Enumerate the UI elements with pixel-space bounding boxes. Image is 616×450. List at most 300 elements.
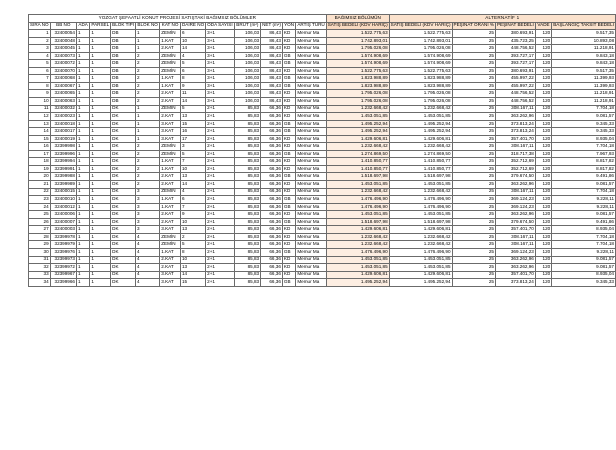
- cell-net[interactable]: 86,43: [261, 60, 283, 68]
- cell-satis_bedeli_alt[interactable]: 1.232.668,42: [389, 241, 452, 249]
- cell-baslangic_taksit[interactable]: 8.935,04: [552, 135, 616, 143]
- cell-artis[interactable]: Memur Ma: [296, 37, 326, 45]
- cell-bbno[interactable]: 32399991: [50, 165, 76, 173]
- cell-blokno[interactable]: 2: [136, 181, 160, 189]
- cell-vade[interactable]: 120: [535, 256, 551, 264]
- cell-katno[interactable]: 1.KAT: [160, 196, 181, 204]
- cell-vade[interactable]: 120: [535, 233, 551, 241]
- cell-baslangic_taksit[interactable]: 9.517,35: [552, 30, 616, 38]
- cell-odasayisi[interactable]: 2+1: [206, 218, 234, 226]
- cell-daireno[interactable]: 8: [180, 248, 205, 256]
- cell-pesinat_bedeli[interactable]: 455.997,22: [495, 75, 535, 83]
- cell-ada[interactable]: 1: [76, 196, 89, 204]
- table-row[interactable]: [29, 158, 616, 166]
- cell-parsel[interactable]: 1: [90, 30, 111, 38]
- cell-odasayisi[interactable]: 2+1: [206, 279, 234, 287]
- cell-pesinat_bedeli[interactable]: 308.167,11: [495, 233, 535, 241]
- cell-parsel[interactable]: 1: [90, 90, 111, 98]
- cell-baslangic_taksit[interactable]: 9.228,11: [552, 203, 616, 211]
- cell-baslangic_taksit[interactable]: 9.843,18: [552, 60, 616, 68]
- cell-ada[interactable]: 1: [76, 173, 89, 181]
- cell-ada[interactable]: 1: [76, 271, 89, 279]
- cell-katno[interactable]: 1.KAT: [160, 165, 181, 173]
- cell-artis[interactable]: Memur Ma: [296, 173, 326, 181]
- cell-bloktipi[interactable]: DB: [111, 90, 136, 98]
- cell-baslangic_taksit[interactable]: 7.704,18: [552, 233, 616, 241]
- cell-pesinat_bedeli[interactable]: 369.124,23: [495, 203, 535, 211]
- cell-satis_bedeli_bb[interactable]: 1.518.697,98: [326, 218, 389, 226]
- cell-net[interactable]: 66,36: [261, 203, 283, 211]
- cell-brut[interactable]: 85,83: [234, 135, 260, 143]
- cell-satis_bedeli_alt[interactable]: 1.522.775,63: [389, 30, 452, 38]
- cell-pesinat_orani[interactable]: 25: [452, 158, 495, 166]
- cell-katno[interactable]: 3.KAT: [160, 135, 181, 143]
- cell-baslangic_taksit[interactable]: 9.517,35: [552, 67, 616, 75]
- cell-pesinat_orani[interactable]: 25: [452, 271, 495, 279]
- cell-pesinat_bedeli[interactable]: 380.693,91: [495, 67, 535, 75]
- cell-odasayisi[interactable]: 2+1: [206, 248, 234, 256]
- cell-baslangic_taksit[interactable]: 9.491,86: [552, 218, 616, 226]
- cell-artis[interactable]: Memur Ma: [296, 241, 326, 249]
- cell-ada[interactable]: 1: [76, 279, 89, 287]
- cell-odasayisi[interactable]: 2+1: [206, 226, 234, 234]
- cell-artis[interactable]: Memur Ma: [296, 211, 326, 219]
- cell-odasayisi[interactable]: 3+1: [206, 98, 234, 106]
- cell-bloktipi[interactable]: DK: [111, 181, 136, 189]
- cell-parsel[interactable]: 1: [90, 113, 111, 121]
- cell-bbno[interactable]: 32399998: [50, 143, 76, 151]
- cell-brut[interactable]: 106,03: [234, 52, 260, 60]
- cell-satis_bedeli_bb[interactable]: 1.495.252,94: [326, 120, 389, 128]
- cell-bloktipi[interactable]: DK: [111, 241, 136, 249]
- cell-vade[interactable]: 120: [535, 37, 551, 45]
- cell-yon[interactable]: GB: [282, 196, 295, 204]
- cell-pesinat_bedeli[interactable]: 393.727,17: [495, 52, 535, 60]
- cell-odasayisi[interactable]: 2+1: [206, 233, 234, 241]
- cell-blokno[interactable]: 1: [136, 120, 160, 128]
- cell-vade[interactable]: 120: [535, 173, 551, 181]
- cell-satis_bedeli_alt[interactable]: 1.518.697,98: [389, 218, 452, 226]
- cell-yon[interactable]: KD: [282, 67, 295, 75]
- cell-pesinat_orani[interactable]: 25: [452, 226, 495, 234]
- cell-parsel[interactable]: 1: [90, 196, 111, 204]
- table-row[interactable]: [29, 143, 616, 151]
- cell-parsel[interactable]: 1: [90, 105, 111, 113]
- cell-artis[interactable]: Memur Ma: [296, 60, 326, 68]
- cell-parsel[interactable]: 1: [90, 150, 111, 158]
- cell-bbno[interactable]: 32400073: [50, 52, 76, 60]
- cell-yon[interactable]: KD: [282, 271, 295, 279]
- cell-bbno[interactable]: 32399994: [50, 158, 76, 166]
- table-row[interactable]: [29, 82, 616, 90]
- cell-sira[interactable]: 33: [29, 271, 51, 279]
- cell-blokno[interactable]: 1: [136, 30, 160, 38]
- cell-daireno[interactable]: 5: [180, 241, 205, 249]
- cell-pesinat_orani[interactable]: 25: [452, 218, 495, 226]
- cell-net[interactable]: 66,36: [261, 143, 283, 151]
- cell-yon[interactable]: KD: [282, 158, 295, 166]
- cell-katno[interactable]: ZEMİN: [160, 105, 181, 113]
- cell-satis_bedeli_bb[interactable]: 1.795.026,08: [326, 90, 389, 98]
- cell-yon[interactable]: KD: [282, 264, 295, 272]
- cell-odasayisi[interactable]: 2+1: [206, 150, 234, 158]
- cell-pesinat_bedeli[interactable]: 373.813,24: [495, 279, 535, 287]
- cell-yon[interactable]: GB: [282, 120, 295, 128]
- cell-sira[interactable]: 34: [29, 279, 51, 287]
- cell-net[interactable]: 66,36: [261, 211, 283, 219]
- cell-pesinat_bedeli[interactable]: 448.756,52: [495, 45, 535, 53]
- cell-katno[interactable]: ZEMİN: [160, 67, 181, 75]
- cell-brut[interactable]: 85,83: [234, 271, 260, 279]
- cell-odasayisi[interactable]: 2+1: [206, 271, 234, 279]
- cell-baslangic_taksit[interactable]: 11.218,91: [552, 45, 616, 53]
- cell-parsel[interactable]: 1: [90, 203, 111, 211]
- cell-odasayisi[interactable]: 2+1: [206, 120, 234, 128]
- cell-artis[interactable]: Memur Ma: [296, 165, 326, 173]
- cell-sira[interactable]: 26: [29, 218, 51, 226]
- cell-parsel[interactable]: 1: [90, 135, 111, 143]
- table-row[interactable]: [29, 113, 616, 121]
- cell-vade[interactable]: 120: [535, 271, 551, 279]
- cell-brut[interactable]: 85,83: [234, 196, 260, 204]
- cell-satis_bedeli_bb[interactable]: 1.232.668,42: [326, 105, 389, 113]
- cell-artis[interactable]: Memur Ma: [296, 90, 326, 98]
- table-row[interactable]: [29, 98, 616, 106]
- cell-katno[interactable]: 3.KAT: [160, 120, 181, 128]
- cell-artis[interactable]: Memur Ma: [296, 75, 326, 83]
- cell-blokno[interactable]: 3: [136, 203, 160, 211]
- cell-parsel[interactable]: 1: [90, 165, 111, 173]
- cell-bbno[interactable]: 32400048: [50, 37, 76, 45]
- cell-brut[interactable]: 85,83: [234, 143, 260, 151]
- table-row[interactable]: [29, 75, 616, 83]
- cell-blokno[interactable]: 2: [136, 150, 160, 158]
- cell-ada[interactable]: 1: [76, 248, 89, 256]
- cell-bloktipi[interactable]: DK: [111, 105, 136, 113]
- cell-satis_bedeli_bb[interactable]: 1.823.988,89: [326, 75, 389, 83]
- cell-bbno[interactable]: 32400015: [50, 188, 76, 196]
- cell-ada[interactable]: 1: [76, 264, 89, 272]
- cell-pesinat_bedeli[interactable]: 363.262,96: [495, 113, 535, 121]
- cell-bloktipi[interactable]: DK: [111, 279, 136, 287]
- cell-odasayisi[interactable]: 2+1: [206, 181, 234, 189]
- cell-brut[interactable]: 85,83: [234, 248, 260, 256]
- cell-yon[interactable]: KD: [282, 165, 295, 173]
- cell-sira[interactable]: 4: [29, 52, 51, 60]
- cell-satis_bedeli_alt[interactable]: 1.453.051,85: [389, 211, 452, 219]
- cell-satis_bedeli_alt[interactable]: 1.495.252,94: [389, 128, 452, 136]
- cell-katno[interactable]: 3.KAT: [160, 279, 181, 287]
- cell-yon[interactable]: GB: [282, 173, 295, 181]
- cell-pesinat_orani[interactable]: 25: [452, 60, 495, 68]
- cell-vade[interactable]: 120: [535, 105, 551, 113]
- cell-yon[interactable]: KD: [282, 233, 295, 241]
- cell-odasayisi[interactable]: 2+1: [206, 188, 234, 196]
- cell-sira[interactable]: 15: [29, 135, 51, 143]
- cell-brut[interactable]: 106,03: [234, 45, 260, 53]
- cell-pesinat_bedeli[interactable]: 379.674,50: [495, 173, 535, 181]
- cell-daireno[interactable]: 6: [180, 196, 205, 204]
- cell-daireno[interactable]: 13: [180, 226, 205, 234]
- cell-vade[interactable]: 120: [535, 150, 551, 158]
- cell-sira[interactable]: 19: [29, 165, 51, 173]
- table-row[interactable]: [29, 128, 616, 136]
- cell-pesinat_orani[interactable]: 25: [452, 120, 495, 128]
- cell-bloktipi[interactable]: DK: [111, 248, 136, 256]
- cell-satis_bedeli_bb[interactable]: 1.522.775,63: [326, 67, 389, 75]
- cell-odasayisi[interactable]: 3+1: [206, 52, 234, 60]
- cell-baslangic_taksit[interactable]: 8.935,04: [552, 271, 616, 279]
- cell-baslangic_taksit[interactable]: 8.935,04: [552, 226, 616, 234]
- cell-brut[interactable]: 85,83: [234, 128, 260, 136]
- cell-blokno[interactable]: 1: [136, 113, 160, 121]
- cell-satis_bedeli_alt[interactable]: 1.232.668,42: [389, 188, 452, 196]
- cell-pesinat_bedeli[interactable]: 308.167,11: [495, 105, 535, 113]
- cell-satis_bedeli_alt[interactable]: 1.823.988,89: [389, 75, 452, 83]
- cell-baslangic_taksit[interactable]: 9.228,11: [552, 196, 616, 204]
- cell-baslangic_taksit[interactable]: 11.218,91: [552, 90, 616, 98]
- cell-brut[interactable]: 85,83: [234, 181, 260, 189]
- cell-baslangic_taksit[interactable]: 9.081,57: [552, 264, 616, 272]
- cell-net[interactable]: 86,43: [261, 52, 283, 60]
- cell-sira[interactable]: 13: [29, 120, 51, 128]
- cell-bbno[interactable]: 32400019: [50, 135, 76, 143]
- cell-sira[interactable]: 22: [29, 188, 51, 196]
- cell-ada[interactable]: 1: [76, 98, 89, 106]
- cell-bloktipi[interactable]: DK: [111, 143, 136, 151]
- cell-net[interactable]: 66,36: [261, 181, 283, 189]
- table-row[interactable]: [29, 45, 616, 53]
- cell-baslangic_taksit[interactable]: 9.081,57: [552, 256, 616, 264]
- cell-blokno[interactable]: 1: [136, 135, 160, 143]
- cell-artis[interactable]: Memur Ma: [296, 120, 326, 128]
- cell-vade[interactable]: 120: [535, 135, 551, 143]
- cell-parsel[interactable]: 1: [90, 188, 111, 196]
- cell-parsel[interactable]: 1: [90, 226, 111, 234]
- cell-vade[interactable]: 120: [535, 165, 551, 173]
- cell-ada[interactable]: 1: [76, 60, 89, 68]
- cell-net[interactable]: 66,36: [261, 173, 283, 181]
- cell-yon[interactable]: GB: [282, 150, 295, 158]
- cell-brut[interactable]: 85,83: [234, 120, 260, 128]
- cell-sira[interactable]: 31: [29, 256, 51, 264]
- cell-vade[interactable]: 120: [535, 75, 551, 83]
- cell-pesinat_orani[interactable]: 25: [452, 82, 495, 90]
- cell-parsel[interactable]: 1: [90, 120, 111, 128]
- cell-daireno[interactable]: 9: [180, 82, 205, 90]
- cell-brut[interactable]: 85,83: [234, 279, 260, 287]
- cell-net[interactable]: 66,36: [261, 196, 283, 204]
- cell-baslangic_taksit[interactable]: 7.704,18: [552, 143, 616, 151]
- cell-daireno[interactable]: 10: [180, 256, 205, 264]
- cell-satis_bedeli_alt[interactable]: 1.574.908,69: [389, 60, 452, 68]
- table-row[interactable]: [29, 248, 616, 256]
- cell-pesinat_bedeli[interactable]: 318.717,38: [495, 150, 535, 158]
- cell-artis[interactable]: Memur Ma: [296, 256, 326, 264]
- cell-bloktipi[interactable]: DB: [111, 75, 136, 83]
- cell-odasayisi[interactable]: 2+1: [206, 143, 234, 151]
- cell-katno[interactable]: 1.KAT: [160, 37, 181, 45]
- table-row[interactable]: [29, 165, 616, 173]
- cell-net[interactable]: 66,36: [261, 120, 283, 128]
- cell-katno[interactable]: 1.KAT: [160, 248, 181, 256]
- table-row[interactable]: [29, 30, 616, 38]
- cell-odasayisi[interactable]: 3+1: [206, 67, 234, 75]
- cell-pesinat_orani[interactable]: 25: [452, 98, 495, 106]
- cell-pesinat_bedeli[interactable]: 363.262,96: [495, 264, 535, 272]
- cell-daireno[interactable]: 16: [180, 128, 205, 136]
- cell-bbno[interactable]: 32400006: [50, 211, 76, 219]
- cell-baslangic_taksit[interactable]: 11.218,91: [552, 98, 616, 106]
- cell-parsel[interactable]: 1: [90, 264, 111, 272]
- cell-odasayisi[interactable]: 2+1: [206, 173, 234, 181]
- cell-net[interactable]: 66,36: [261, 226, 283, 234]
- cell-odasayisi[interactable]: 2+1: [206, 105, 234, 113]
- cell-bloktipi[interactable]: DK: [111, 196, 136, 204]
- cell-net[interactable]: 66,36: [261, 218, 283, 226]
- cell-vade[interactable]: 120: [535, 45, 551, 53]
- table-row[interactable]: [29, 271, 616, 279]
- cell-yon[interactable]: KD: [282, 105, 295, 113]
- cell-brut[interactable]: 85,83: [234, 188, 260, 196]
- cell-yon[interactable]: KD: [282, 143, 295, 151]
- cell-net[interactable]: 66,36: [261, 113, 283, 121]
- cell-katno[interactable]: 1.KAT: [160, 75, 181, 83]
- cell-brut[interactable]: 85,83: [234, 113, 260, 121]
- cell-artis[interactable]: Memur Ma: [296, 98, 326, 106]
- cell-daireno[interactable]: 14: [180, 45, 205, 53]
- cell-satis_bedeli_bb[interactable]: 1.795.026,08: [326, 45, 389, 53]
- cell-katno[interactable]: 2.KAT: [160, 45, 181, 53]
- cell-net[interactable]: 66,36: [261, 256, 283, 264]
- cell-bbno[interactable]: 32400018: [50, 120, 76, 128]
- cell-pesinat_orani[interactable]: 25: [452, 203, 495, 211]
- cell-katno[interactable]: ZEMİN: [160, 188, 181, 196]
- cell-ada[interactable]: 1: [76, 37, 89, 45]
- cell-satis_bedeli_alt[interactable]: 1.453.051,85: [389, 181, 452, 189]
- cell-parsel[interactable]: 1: [90, 211, 111, 219]
- cell-artis[interactable]: Memur Ma: [296, 226, 326, 234]
- cell-daireno[interactable]: 5: [180, 60, 205, 68]
- cell-bloktipi[interactable]: DK: [111, 165, 136, 173]
- cell-pesinat_bedeli[interactable]: 308.167,11: [495, 241, 535, 249]
- cell-vade[interactable]: 120: [535, 196, 551, 204]
- cell-bloktipi[interactable]: DK: [111, 128, 136, 136]
- cell-artis[interactable]: Memur Ma: [296, 264, 326, 272]
- cell-bbno[interactable]: 32400068: [50, 75, 76, 83]
- cell-pesinat_orani[interactable]: 25: [452, 188, 495, 196]
- cell-net[interactable]: 66,36: [261, 128, 283, 136]
- cell-baslangic_taksit[interactable]: 7.704,18: [552, 241, 616, 249]
- cell-ada[interactable]: 1: [76, 233, 89, 241]
- cell-pesinat_orani[interactable]: 25: [452, 67, 495, 75]
- cell-parsel[interactable]: 1: [90, 256, 111, 264]
- cell-bloktipi[interactable]: DB: [111, 60, 136, 68]
- cell-baslangic_taksit[interactable]: 7.704,18: [552, 105, 616, 113]
- cell-katno[interactable]: 2.KAT: [160, 211, 181, 219]
- cell-baslangic_taksit[interactable]: 7.704,18: [552, 188, 616, 196]
- cell-ada[interactable]: 1: [76, 241, 89, 249]
- cell-odasayisi[interactable]: 2+1: [206, 241, 234, 249]
- cell-odasayisi[interactable]: 2+1: [206, 256, 234, 264]
- cell-satis_bedeli_alt[interactable]: 1.429.606,81: [389, 226, 452, 234]
- cell-satis_bedeli_alt[interactable]: 1.453.051,85: [389, 113, 452, 121]
- cell-bloktipi[interactable]: DK: [111, 158, 136, 166]
- cell-sira[interactable]: 8: [29, 82, 51, 90]
- table-row[interactable]: [29, 264, 616, 272]
- cell-daireno[interactable]: 8: [180, 75, 205, 83]
- cell-ada[interactable]: 1: [76, 75, 89, 83]
- cell-bbno[interactable]: 32400010: [50, 196, 76, 204]
- cell-odasayisi[interactable]: 3+1: [206, 45, 234, 53]
- cell-bloktipi[interactable]: DB: [111, 45, 136, 53]
- cell-net[interactable]: 66,36: [261, 271, 283, 279]
- cell-parsel[interactable]: 1: [90, 75, 111, 83]
- cell-sira[interactable]: 32: [29, 264, 51, 272]
- cell-pesinat_orani[interactable]: 25: [452, 90, 495, 98]
- cell-katno[interactable]: ZEMİN: [160, 241, 181, 249]
- cell-pesinat_orani[interactable]: 25: [452, 248, 495, 256]
- cell-yon[interactable]: KD: [282, 37, 295, 45]
- cell-odasayisi[interactable]: 2+1: [206, 158, 234, 166]
- cell-bloktipi[interactable]: DB: [111, 52, 136, 60]
- cell-pesinat_orani[interactable]: 25: [452, 233, 495, 241]
- cell-pesinat_bedeli[interactable]: 363.262,96: [495, 256, 535, 264]
- cell-satis_bedeli_alt[interactable]: 1.476.496,90: [389, 203, 452, 211]
- cell-bbno[interactable]: 32399979: [50, 241, 76, 249]
- cell-pesinat_bedeli[interactable]: 352.712,69: [495, 158, 535, 166]
- cell-baslangic_taksit[interactable]: 8.817,82: [552, 158, 616, 166]
- cell-katno[interactable]: 2.KAT: [160, 218, 181, 226]
- cell-pesinat_orani[interactable]: 25: [452, 241, 495, 249]
- cell-satis_bedeli_alt[interactable]: 1.232.668,42: [389, 105, 452, 113]
- cell-satis_bedeli_bb[interactable]: 1.795.026,08: [326, 98, 389, 106]
- cell-pesinat_orani[interactable]: 25: [452, 128, 495, 136]
- cell-pesinat_orani[interactable]: 25: [452, 150, 495, 158]
- cell-bbno[interactable]: 32400063: [50, 98, 76, 106]
- cell-vade[interactable]: 120: [535, 279, 551, 287]
- cell-bbno[interactable]: 32399989: [50, 181, 76, 189]
- cell-odasayisi[interactable]: 3+1: [206, 60, 234, 68]
- cell-satis_bedeli_bb[interactable]: 1.574.908,69: [326, 52, 389, 60]
- cell-baslangic_taksit[interactable]: 11.399,93: [552, 82, 616, 90]
- cell-parsel[interactable]: 1: [90, 128, 111, 136]
- cell-bloktipi[interactable]: DK: [111, 188, 136, 196]
- cell-net[interactable]: 66,36: [261, 264, 283, 272]
- cell-bbno[interactable]: 32400054: [50, 30, 76, 38]
- cell-pesinat_orani[interactable]: 25: [452, 143, 495, 151]
- cell-vade[interactable]: 120: [535, 158, 551, 166]
- cell-katno[interactable]: ZEMİN: [160, 52, 181, 60]
- cell-daireno[interactable]: 9: [180, 211, 205, 219]
- cell-katno[interactable]: 1.KAT: [160, 203, 181, 211]
- cell-pesinat_bedeli[interactable]: 455.997,22: [495, 82, 535, 90]
- cell-blokno[interactable]: 2: [136, 52, 160, 60]
- cell-yon[interactable]: KD: [282, 113, 295, 121]
- cell-pesinat_bedeli[interactable]: 357.401,70: [495, 271, 535, 279]
- cell-pesinat_orani[interactable]: 25: [452, 113, 495, 121]
- cell-yon[interactable]: GB: [282, 248, 295, 256]
- cell-bbno[interactable]: 32400032: [50, 105, 76, 113]
- table-row[interactable]: [29, 67, 616, 75]
- cell-satis_bedeli_alt[interactable]: 1.495.252,94: [389, 279, 452, 287]
- cell-artis[interactable]: Memur Ma: [296, 181, 326, 189]
- cell-brut[interactable]: 106,03: [234, 30, 260, 38]
- table-row[interactable]: [29, 188, 616, 196]
- cell-blokno[interactable]: 3: [136, 218, 160, 226]
- cell-parsel[interactable]: 1: [90, 37, 111, 45]
- cell-ada[interactable]: 1: [76, 67, 89, 75]
